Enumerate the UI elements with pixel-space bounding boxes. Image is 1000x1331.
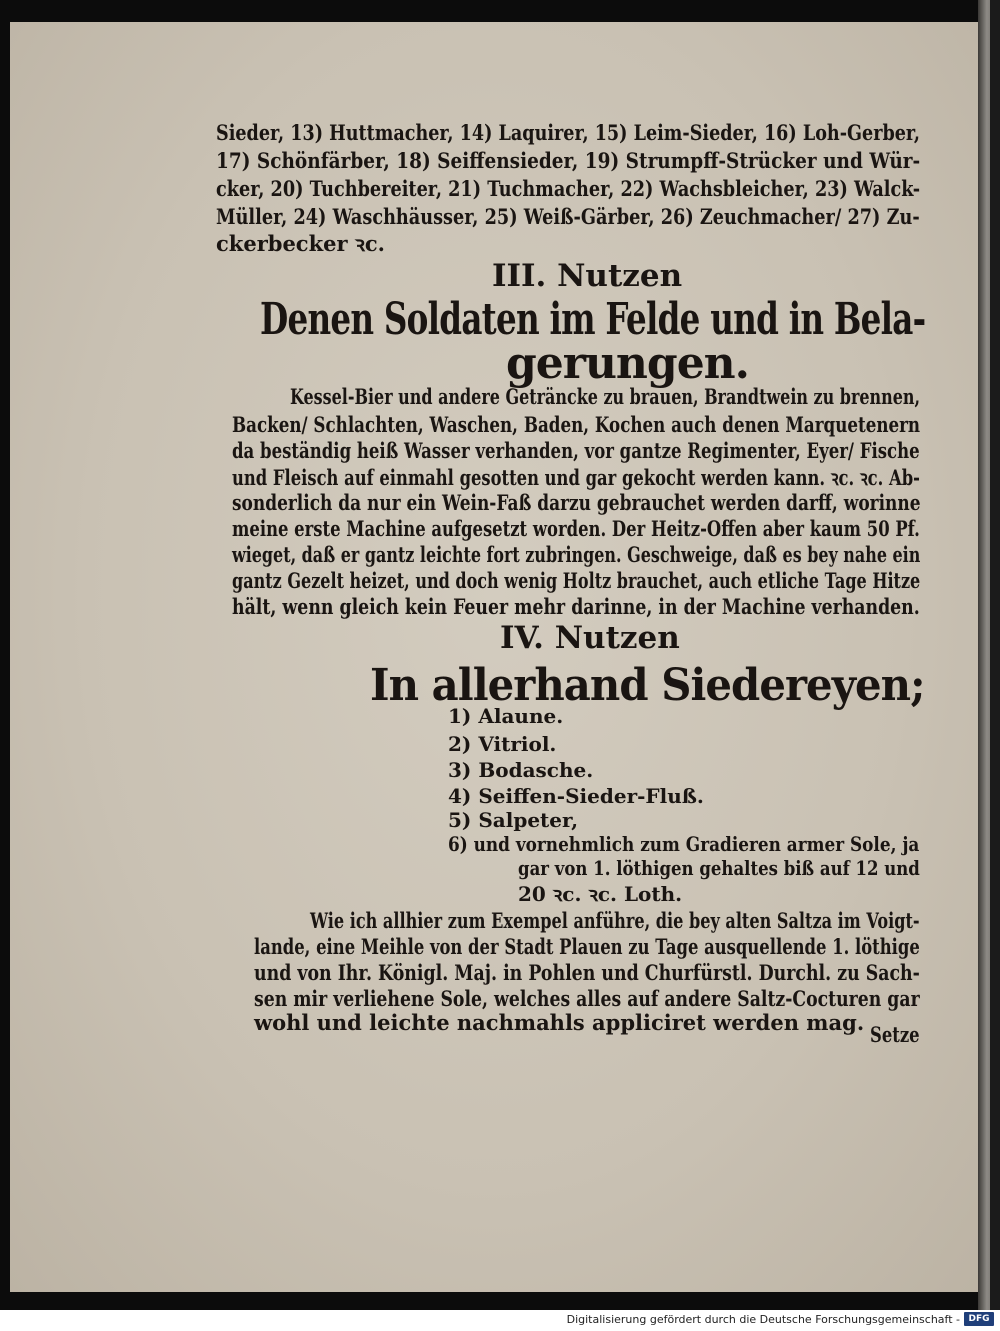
dfg-logo: DFG [964,1312,994,1326]
text-line: meine erste Machine aufgesetzt worden. Der Heitz-Offen aber kaum 50 Pf. [232,516,920,541]
text-line: Müller, 24) Waschhäusser, 25) Weiß-Gärber, 26) Zeuchmacher/ 27) Zu- [216,204,920,229]
section-number: IV. Nutzen [500,620,680,656]
list-item: 5) Salpeter, [448,808,579,832]
text-line: und von Ihr. Königl. Maj. in Pohlen und Churfürstl. Durchl. zu Sach- [254,960,920,985]
list-item: 4) Seiffen-Sieder-Fluß. [448,784,704,808]
catchword: Setze [870,1022,920,1047]
text-line: ckerbecker ꝛc. [216,231,385,256]
page-edge-shadow [990,0,1000,1310]
text-line: sen mir verliehene Sole, welches alles auf andere Saltz-Cocturen gar [254,986,920,1011]
text-line: gantz Gezelt heizet, und doch wenig Holtz brauchet, auch etliche Tage Hitze [232,568,921,593]
text-line: Backen/ Schlachten, Waschen, Baden, Kochen auch denen Marquetenern [232,412,921,437]
list-item-continuation: gar von 1. löthigen gehaltes biß auf 12 und [518,856,920,880]
text-line: und Fleisch auf einmahl gesotten und gar gekocht werden kann. ꝛc. ꝛc. Ab- [232,465,920,490]
list-item-continuation: 20 ꝛc. ꝛc. Loth. [518,882,683,906]
section-number: III. Nutzen [492,258,683,294]
text-line: Sieder, 13) Huttmacher, 14) Laquirer, 15) Leim-Sieder, 16) Loh-Gerber, [216,120,921,145]
list-item: 3) Bodasche. [448,758,594,782]
list-item: 2) Vitriol. [448,732,557,756]
text-line: lande, eine Meihle von der Stadt Plauen zu Tage ausquellende 1. löthige [254,934,920,959]
text-line: hält, wenn gleich kein Feuer mehr darinne, in der Machine verhanden. [232,594,920,619]
section-title: Denen Soldaten im Felde und in Bela- [260,294,926,345]
list-item: 1) Alaune. [448,704,564,728]
text-line: 17) Schönfärber, 18) Seiffensieder, 19) Strumpff-Strücker und Wür- [216,148,921,173]
section-title: In allerhand Siedereyen; [370,660,925,711]
text-line: Kessel-Bier und andere Geträncke zu brauen, Brandtwein zu brennen, [290,384,921,409]
list-item: 6) und vornehmlich zum Gradieren armer Sole, ja [448,832,920,856]
footer-credit: Digitalisierung gefördert durch die Deutsche Forschungsgemeinschaft - [566,1313,960,1326]
text-line: wieget, daß er gantz leichte fort zubringen. Geschweige, daß es bey nahe ein [232,542,921,567]
text-line: da beständig heiß Wasser verhanden, vor gantze Regimenter, Eyer/ Fische [232,438,920,463]
section-title: gerungen. [506,338,749,389]
text-line: sonderlich da nur ein Wein-Faß darzu gebrauchet werden darff, worinne [232,490,921,515]
text-line: cker, 20) Tuchbereiter, 21) Tuchmacher, 22) Wachsbleicher, 23) Walck- [216,176,921,201]
text-line: Wie ich allhier zum Exempel anführe, die bey alten Saltza im Voigt- [310,908,920,933]
text-line: wohl und leichte nachmahls appliciret werden mag. [254,1010,865,1035]
